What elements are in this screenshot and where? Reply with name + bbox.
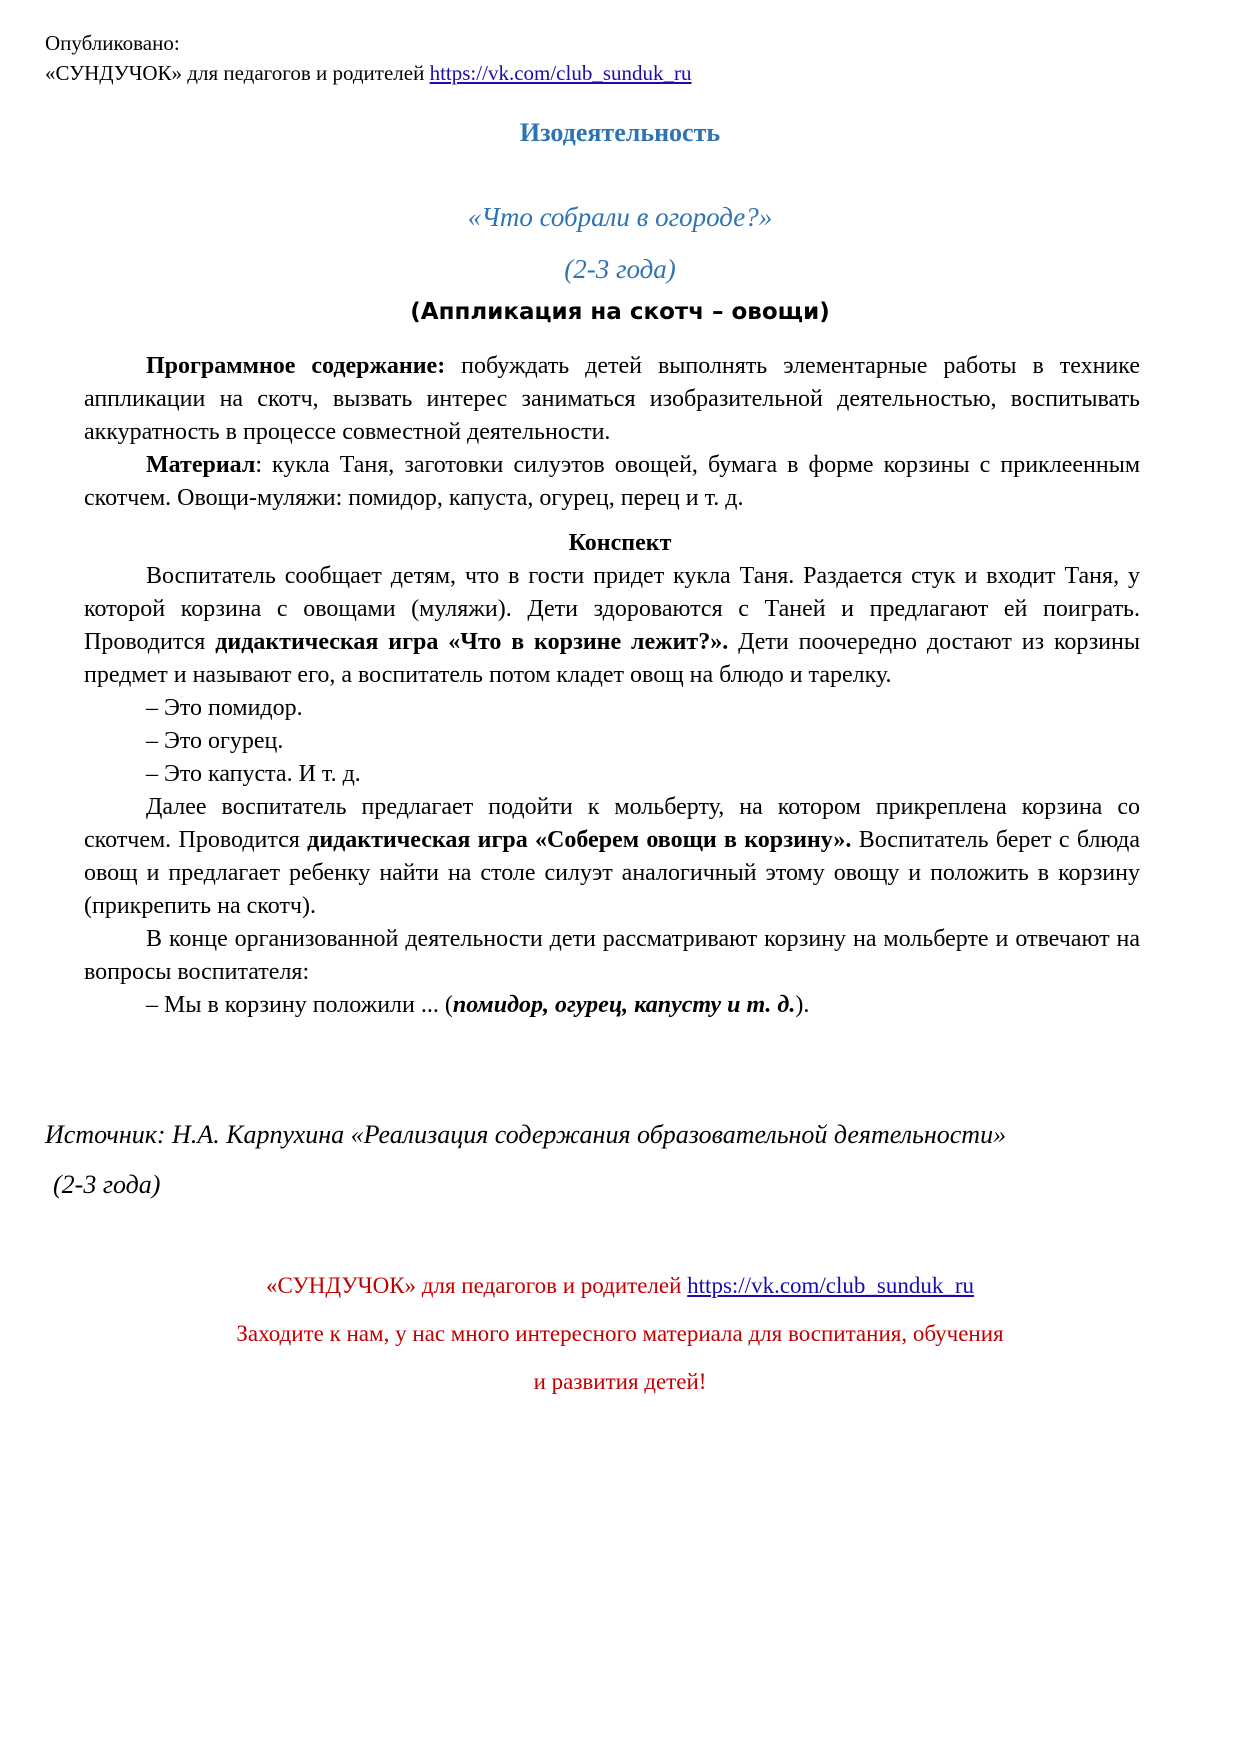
program-paragraph [84,350,1140,449]
paragraph-text: Далее воспитатель предлагает подойти к мольберту, на котором прикреплена корзина со скотчем. Проводится [84,794,1140,853]
final-dialog-line [84,989,1140,1022]
konspekt-block [84,560,1140,1022]
program-label: Программное содержание: [146,353,446,379]
konspekt-paragraph: В конце организованной деятельности дети рассматривают корзину на мольберте и отвечают на вопросы воспитателя: [84,926,1140,985]
footer [0,1262,1240,1406]
source-citation [45,1110,1195,1210]
lesson-title: «Что собрали в огороде?» [467,202,773,232]
lesson-subtitle: (Аппликация на скотч – овощи) [410,299,830,325]
published-info [45,28,692,88]
program-block [84,350,1140,515]
konspekt-heading: Конспект [568,530,672,556]
konspekt-paragraph [84,791,1140,923]
published-source [45,58,692,88]
footer-group-link[interactable]: https://vk.com/club_sunduk_ru [687,1273,975,1298]
dialog-text: – Мы в корзину положили ... ( [146,992,453,1018]
dialog-line: – Это капуста. И т. д. [146,761,361,787]
group-link[interactable]: https://vk.com/club_sunduk_ru [429,61,692,85]
group-name: «СУНДУЧОК» для педагогов и родителей [45,61,425,85]
dialog-line: – Это огурец. [146,728,284,754]
konspekt-paragraph [84,560,1140,692]
material-label: Материал [146,452,256,478]
program-text: побуждать детей выполнять элементарные работы в технике аппликации на скотч, вызвать интерес заниматься изобразительной деятельностью, воспитывать аккуратность в процессе совместной деятельности. [84,353,1140,445]
age-range: (2-3 года) [564,254,676,284]
paragraph-text: Дети поочередно достают из корзины предмет и называют его, а воспитатель потом кладет овощ на блюдо и тарелку. [84,629,1140,688]
footer-group-row [0,1262,1240,1310]
source-line: Источник: Н.А. Карпухина «Реализация содержания образовательной деятельности» [45,1120,1007,1149]
footer-group-name: «СУНДУЧОК» для педагогов и родителей [265,1273,682,1298]
source-age: (2-3 года) [53,1170,161,1199]
game-name: дидактическая игра «Соберем овощи в корзину». [307,827,852,853]
paragraph-text: Воспитатель берет с блюда овощ и предлагает ребенку найти на столе силуэт аналогичный этому овощу и положить в корзину (прикрепить на скотч). [84,827,1141,919]
dialog-line: – Это помидор. [146,695,303,721]
dialog-text: ). [795,992,810,1018]
footer-invite-end: и развития детей! [533,1369,707,1394]
paragraph-text: Воспитатель сообщает детям, что в гости придет кукла Таня. Раздается стук и входит Таня, у которой корзина с овощами (муляжи). Дети здороваются с Таней и предлагают ей поиграть. Проводится [84,563,1140,655]
material-text: : кукла Таня, заготовки силуэтов овощей, бумага в форме корзины с приклеенным скотчем. Овощи-муляжи: помидор, капуста, огурец, перец и т. д. [84,452,1140,511]
game-name: дидактическая игра «Что в корзине лежит?». [215,629,729,655]
footer-invite: Заходите к нам, у нас много интересного материала для воспитания, обучения [236,1321,1004,1346]
answer-text: помидор, огурец, капусту и т. д. [452,992,796,1018]
section-title: Изодеятельность [519,118,721,147]
published-label: Опубликовано: [45,31,180,55]
material-paragraph [84,449,1140,515]
